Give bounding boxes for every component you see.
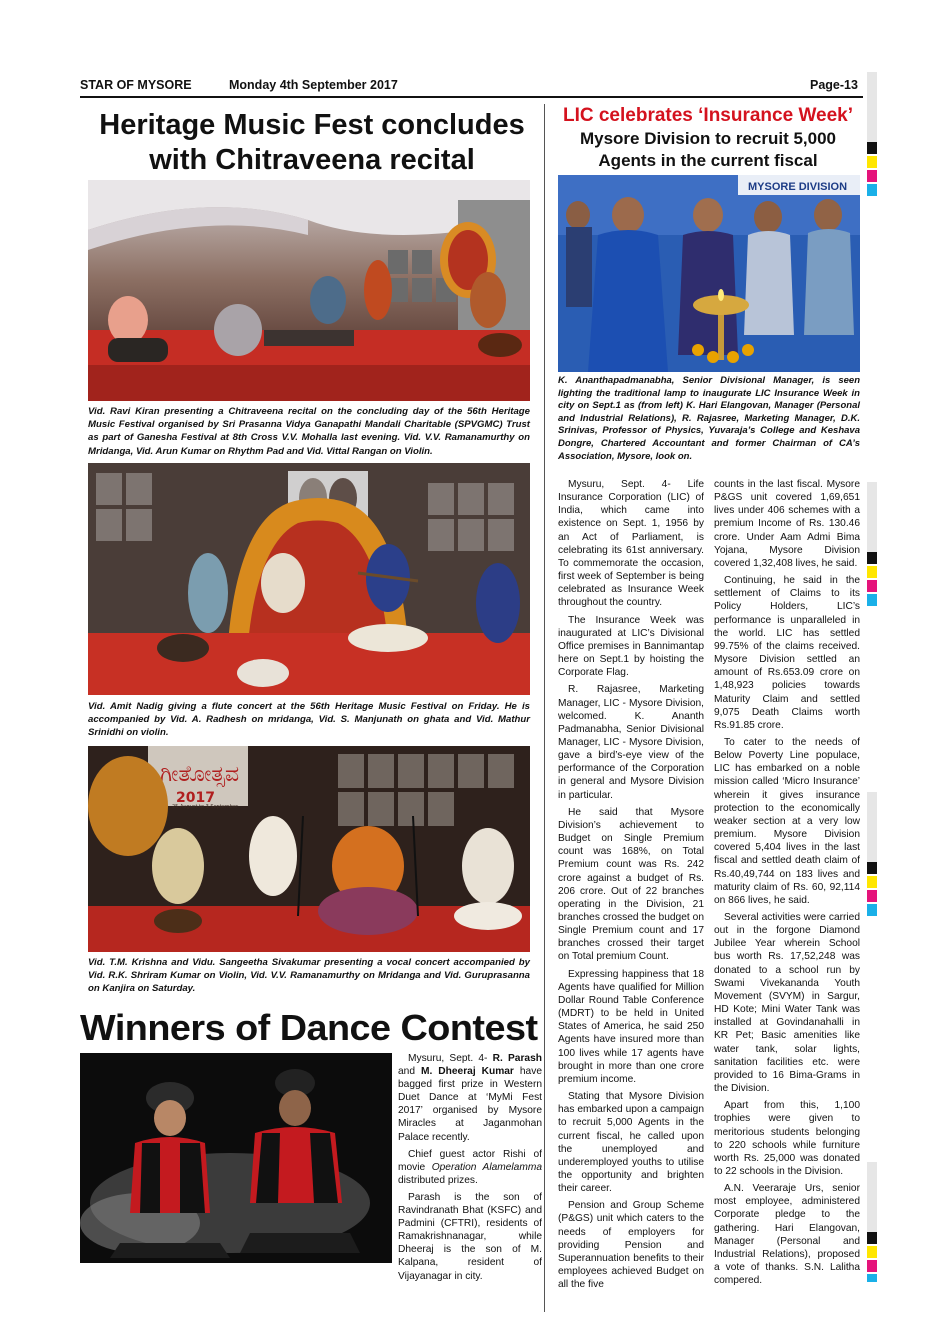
issue-date: Monday 4th September 2017 <box>229 78 398 92</box>
lic-article-col1 <box>558 478 704 1295</box>
banner-dates: 25 August to 3 September <box>172 804 239 810</box>
dance-p2-post: distributed prizes. <box>398 1174 478 1186</box>
lic-col1-p5: Expressing happiness that 18 Agents have qualified for Million Dollar Round Table Conference (MDRT) to be held in United States of America, he said 250 Agents have insured more than 100 lives while 17 agents have brought in more than one crore premium income. <box>558 968 704 1085</box>
vocal-concert-photo <box>88 746 530 952</box>
dance-p1-rest: have bagged first prize in Western Duet Dance at ‘MyMi Fest 2017’ organised by Mysore Miracles at Jaganmohan Palace recently. <box>398 1066 542 1143</box>
lic-headline: LIC celebrates ‘Insurance Week’ <box>562 105 854 126</box>
lic-col2-p6: A.N. Veeraraje Urs, senior most employee, administered Corporate pledge to the gathering. Hari Elangovan, Manager (Personal and Industrial Relations), proposed a vote of thanks. S.N. Lalitha compered. <box>714 1183 860 1287</box>
lic-lamp-lighting-photo <box>558 175 860 372</box>
heritage-headline-line1: Heritage Music Fest concludes <box>99 109 525 141</box>
lic-col1-p3: R. Rajasree, Marketing Manager, LIC - Mysore Division, welcomed. K. Ananth Padmanabha, Senior Divisional Manager, LIC - Mysore Division, gave a bird’s-eye view of the performance of the Corporation in general and Mysore Division in particular. <box>558 684 704 801</box>
lic-subheadline-line2: Agents in the current fiscal <box>598 151 818 170</box>
dance-p3: Parash is the son of Ravindranath Bhat (KSFC) and Padmini (CFTRI), residents of Ramakrishnanagar, while Dheeraj is the son of M. Kalpana, resident of Vijayanagar in city. <box>398 1191 542 1282</box>
dance-movie: Operation Alamelamma <box>431 1161 542 1173</box>
paper-name: STAR OF MYSORE <box>80 78 192 92</box>
lic-col2-p1: counts in the last fiscal. Mysore P&GS unit covered 1,69,651 lives under 406 schemes with a premium Income of Rs. 130.46 crore. Under Aam Admi Bima Yojana, Mysore Division covered 1,32,408 lives, he said. <box>714 479 860 569</box>
lic-subheadline-line1: Mysore Division to recruit 5,000 <box>579 129 837 148</box>
lic-col1-p6: Stating that Mysore Division has embarked upon a campaign to recruit 5,000 Agents in the current fiscal, he called upon the unemployed and underemployed youths to utilise the opportunity and brighten their career. <box>558 1091 704 1195</box>
column-divider <box>544 104 545 1312</box>
heritage-headline-line2: with Chitraveena recital <box>149 144 475 176</box>
banner-year: 2017 <box>176 790 215 806</box>
flute-concert-photo <box>88 463 530 695</box>
lic-subheadline <box>552 128 864 172</box>
lic-col1-p1: Mysuru, Sept. 4- Life Insurance Corporation (LIC) of India, which came into existence on Sept. 1, 1956 by an Act of Parliament, is celebrating its 61st anniversary. To commemorate the occasion, first week of September is being celebrated as Insurance Week throughout the country. <box>558 479 704 609</box>
page-number: Page-13 <box>810 78 858 92</box>
dance-dateline: Mysuru, Sept. 4- <box>408 1053 488 1064</box>
lic-col2-p2: Continuing, he said in the settlement of Claims to its Policy Holders, LIC’s performance is unparalleled in the world. LIC has settled 99.75% of the claims received. Mysore Division settled an amount of Rs.653.09 crore on 1,48,923 policies towards Maturity Claim and settled 9,075 Death Claims worth Rs.91.85 crore. <box>714 575 860 731</box>
dance-p2-pre: Chief guest actor Rishi of movie <box>398 1148 542 1173</box>
vocal-caption: Vid. T.M. Krishna and Vidu. Sangeetha Sivakumar presenting a vocal concert accompanied by Vid. R.K. Shriram Kumar on Violin, Vid. V.V. Ramanamurthy on Mridanga and Vid. Guruprasanna on Kanjira on Saturday. <box>88 957 530 995</box>
dance-headline: Winners of Dance Contest <box>80 1007 538 1048</box>
lic-article-col2 <box>714 478 860 1291</box>
flute-caption: Vid. Amit Nadig giving a flute concert at the 56th Heritage Music Festival on Friday. He is accompanied by Vid. A. Radhesh on mridanga, Vid. S. Manjunath on ghata and Vid. Mathur Srinidhi on violin. <box>88 701 530 739</box>
lic-col2-p5: Apart from this, 1,100 trophies were given to meritorious students belonging to 220 schools while furniture worth Rs. 25,000 was donated to 22 schools in the Division. <box>714 1100 860 1177</box>
chitraveena-recital-photo <box>88 180 530 401</box>
dance-winner-1: R. Parash <box>492 1053 542 1064</box>
dance-winner-2: M. Dheeraj Kumar <box>420 1066 514 1078</box>
lic-photo-banner: MYSORE DIVISION <box>748 181 848 193</box>
dance-winners-photo <box>80 1053 392 1263</box>
registration-marks <box>867 72 879 1282</box>
heritage-headline <box>84 108 540 178</box>
lic-col1-p4: He said that Mysore Division’s achievement to Budget on Single Premium count was 168%, on Total Premium count was Rs. 242 crore against a budget of Rs. 206 crore. Out of 22 branches operating in the Division, 21 branches crossed the budget on Single Premium count and 17 branches crossed their target on Total premium Count. <box>558 806 704 963</box>
dance-article <box>398 1052 542 1287</box>
lic-col2-p3: To cater to the needs of Below Poverty Line populace, LIC has embarked on a noble mission called ‘Micro Insurance’ wherein it gives insurance protection to the economically weaker section at a very low premium. Mysore Division covered 5,404 lives in the last fiscal and settled death claim of Rs.40,49,744 on 183 lives and maturity claim of Rs. 60, 92,114 on 866 lives, he said. <box>714 736 860 906</box>
lic-col1-p7: Pension and Group Scheme (P&GS) unit which caters to the needs of employers for providing Pension and Superannuation benefits to their employees achieved Budget on all the five <box>558 1200 704 1291</box>
kannada-banner-text: ಗೀತೋತ್ಸವ <box>160 762 240 787</box>
lic-photo-caption: K. Ananthapadmanabha, Senior Divisional Manager, is seen lighting the traditional lamp to inaugurate LIC Insurance Week in city on Sept.1 as (from left) K. Hari Elangovan, Manager (Personal and Industrial Relations), R. Rajasree, Marketing Manager, D.K. Srinivas, Professor of Physics, Yuvaraja’s College and Keshava Dongre, Chartered Accountant and former Chairman of CA’s Association, Mysore, look on. <box>558 375 860 462</box>
chitraveena-caption: Vid. Ravi Kiran presenting a Chitraveena recital on the concluding day of the 56th Heritage Music Festival organised by Sri Prasanna Vidya Ganapathi Mandali Charitable (SPVGMC) Trust as part of Ganesha Festival at 8th Cross V.V. Mohalla last evening. Vid. V.V. Ramanamurthy on Mridanga, Vid. Arun Kumar on Rhythm Pad and Vid. Vittal Rangan on Violin. <box>88 406 530 457</box>
lic-col2-p4: Several activities were carried out in the forgone Diamond Jubilee Year wherein School bus worth Rs. 17,52,248 was donated to a school run by Swami Vivekananda Youth Movement (SVYM) in Sargur, HD Kote; Mini Water Tank was installed at Govindanahalli in KR Pet; Basic amenities like water tank, solar lights, sanitation facilities etc. were provided to 16 Bima-Grams in the Division. <box>714 912 860 1095</box>
lic-col1-p2: The Insurance Week was inaugurated at LIC’s Divisional Office premises in Bannimantap here on Sept.1 by hoisting the Corporate Flag. <box>558 614 704 679</box>
dance-and: and <box>398 1066 415 1078</box>
header-rule <box>80 96 863 98</box>
